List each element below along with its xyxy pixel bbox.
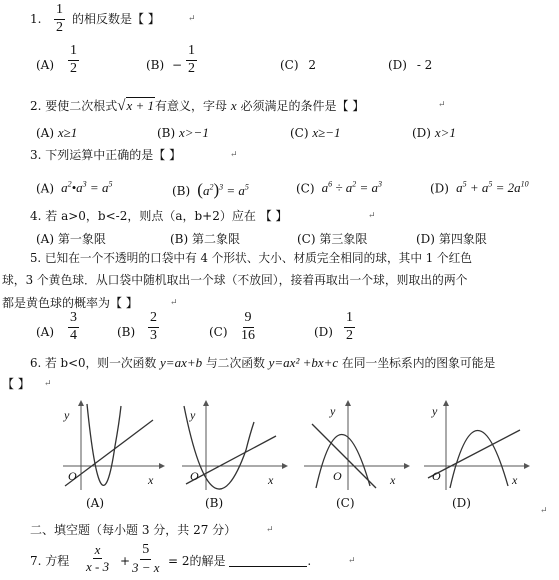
y-axis-arrow — [443, 400, 449, 406]
parabola — [87, 404, 121, 485]
q1-option-a-fraction: $\frac{1}{2}$ — [70, 43, 77, 76]
q2-option-c: (C) x≥−1 — [290, 125, 341, 140]
q1-option-c: (C) 2 — [280, 58, 317, 72]
q6-graph-d-label: (D) — [452, 496, 471, 510]
q5-option-b: (B) — [117, 325, 136, 339]
q3-option-b: (B) $(a^2)^3 = a^5$ — [172, 180, 249, 199]
q3-option-a-expr: $a^2•a^3 = a^5$ — [57, 180, 113, 196]
q4-option-d: (D) 第四象限 — [416, 232, 487, 246]
q3-stem: 3. 下列运算中正确的是【 】 — [30, 148, 182, 162]
q2-stem: 2. 要使二次根式√x + 1有意义，字母 x 必须满足的条件是【 】 — [30, 98, 365, 114]
q3-option-d: (D) $a^5 + a^5 = 2a^{10}$ — [430, 180, 529, 196]
q5-option-a-fraction: $\frac{3}{4}$ — [70, 310, 77, 343]
q7-suffix: = 2的解是 . — [168, 554, 312, 568]
x-axis-arrow — [524, 463, 530, 469]
q3-option-c: (C) $a^6 \div a^2 = a^3$ — [296, 180, 383, 196]
q5-option-d: (D) — [314, 325, 333, 339]
q7-prefix: 7. 方程 — [30, 554, 70, 568]
line — [428, 430, 520, 478]
q7-fraction-1: $\frac{x}{x - 3}$ — [86, 542, 110, 574]
q2-option-a: (A) x≥1 — [36, 125, 78, 140]
q5-option-c-fraction: $\frac{9}{16}$ — [241, 310, 255, 343]
q7-answer-blank[interactable] — [229, 566, 307, 567]
x-axis-arrow — [159, 463, 165, 469]
q1-number: 1. — [30, 12, 42, 26]
q6-graph-c-label: (C) — [336, 496, 355, 510]
q3-option-d-expr: $a^5 + a^5 = 2a^{10}$ — [452, 180, 529, 196]
q4-option-b: (B) 第二象限 — [170, 232, 241, 246]
q4-option-a: (A) 第一象限 — [36, 232, 106, 246]
q1-text: 的相反数是【 】 — [72, 12, 160, 26]
q4-option-c: (C) 第三象限 — [297, 232, 368, 246]
q1-option-b: (B) − — [146, 58, 183, 72]
x-axis-arrow — [282, 463, 288, 469]
y-axis-arrow — [345, 400, 351, 406]
q3-option-b-expr: $(a^2)^3 = a^5$ — [197, 180, 249, 199]
q1-option-d: (D) - 2 — [388, 58, 433, 72]
q1-option-b-fraction: $\frac{1}{2}$ — [188, 43, 195, 76]
q3-option-c-expr: $a^6 \div a^2 = a^3$ — [318, 180, 383, 196]
parabola — [316, 434, 370, 488]
q2-option-d: (D) x>1 — [412, 125, 456, 140]
q5-option-d-fraction: $\frac{1}{2}$ — [346, 310, 353, 343]
q6-bracket: 【 】 — [2, 377, 30, 391]
line — [312, 424, 376, 488]
q1-option-a: (A) — [36, 58, 55, 72]
q7-plus: + — [120, 554, 131, 568]
y-axis-arrow — [78, 400, 84, 406]
q5-line-2: 球，3 个黄色球．从口袋中随机取出一个球（不放回），接着再取出一个球，则取出的两个 — [2, 273, 468, 287]
section-2-title: 二、填空题（每小题 3 分，共 27 分） — [30, 523, 237, 537]
line — [186, 436, 276, 484]
parabola — [450, 430, 508, 488]
q5-option-b-fraction: $\frac{2}{3}$ — [150, 310, 157, 343]
q2-radical: √ — [117, 98, 126, 114]
q2-option-b: (B) x>−1 — [157, 125, 209, 140]
q7-fraction-2: $\frac{5}{3 - x}$ — [132, 542, 160, 575]
q6-graph-b-label: (B) — [205, 496, 224, 510]
q1-fraction: $\frac{1}{2}$ — [56, 2, 63, 35]
q5-line-1: 5. 已知在一个不透明的口袋中有 4 个形状、大小、材质完全相同的球，其中 1 个红色 — [30, 251, 472, 265]
q5-option-c: (C) — [209, 325, 228, 339]
q6-graph-a-label: (A) — [86, 496, 105, 510]
y-axis-arrow — [203, 400, 209, 406]
q6-stem: 6. 若 b<0，则一次函数 y=ax+b 与二次函数 y=ax² +bx+c 在同一坐标系内的图象可能是 — [30, 355, 496, 370]
q5-option-a: (A) — [36, 325, 55, 339]
q5-line-3: 都是黄色球的概率为【 】 — [2, 296, 138, 310]
x-axis-arrow — [404, 463, 410, 469]
q3-option-a: (A) $a^2•a^3 = a^5$ — [36, 180, 113, 196]
q4-stem: 4. 若 a>0，b<-2，则点（a，b+2）应在 【 】 — [30, 209, 288, 223]
q2-radicand: x + 1 — [126, 98, 155, 113]
